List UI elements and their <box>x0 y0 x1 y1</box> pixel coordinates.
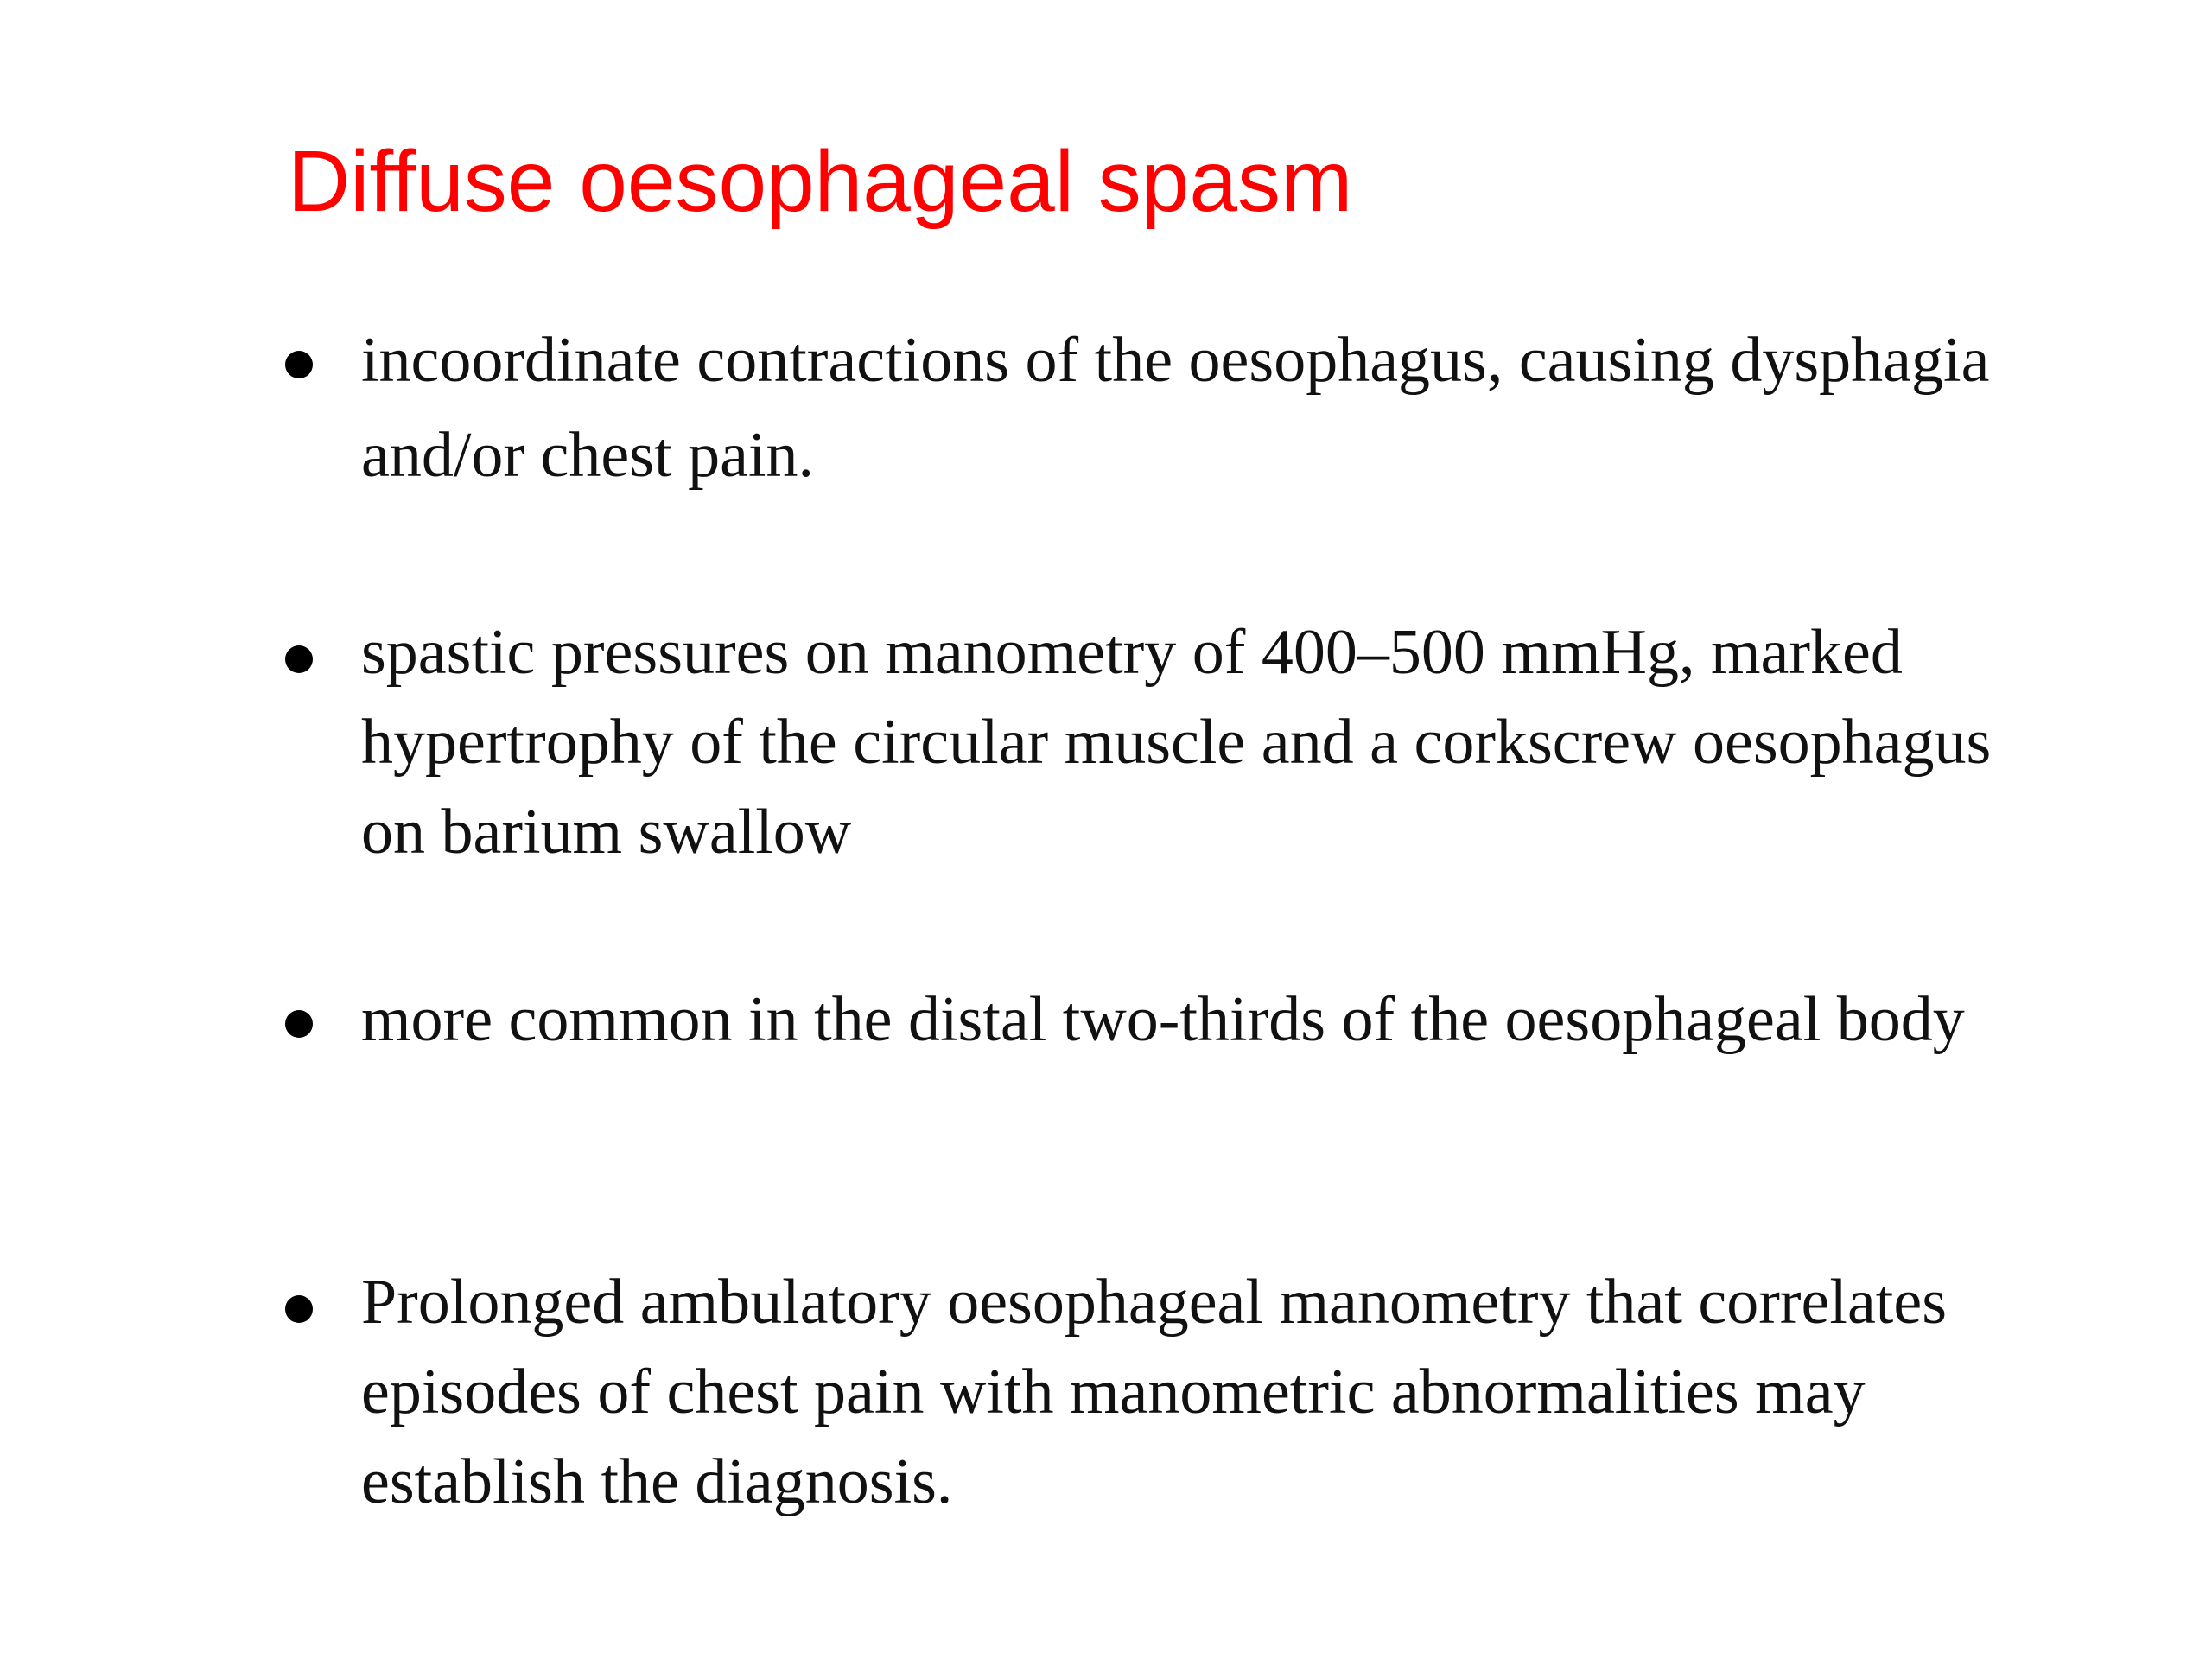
bullet-dot-icon <box>285 1295 313 1323</box>
bullet-dot-icon <box>285 351 313 378</box>
bullet-text: Prolonged ambulatory oesophageal manometry that correlates episodes of chest pain with manometric abnormalities may establish the diagnosis. <box>361 1267 1948 1517</box>
bullet-text: spastic pressures on manometry of 400–500 mmHg, marked hypertrophy of the circular muscle and a corkscrew oesophagus on barium swallow <box>361 617 1992 868</box>
bullet-text: more common in the distal two-thirds of the oesophageal body <box>361 984 1965 1055</box>
bullet-text: incoordinate contractions of the oesophagus, causing dysphagia and/or chest pain. <box>361 325 1990 491</box>
slide-title: Diffuse oesophageal spasm <box>288 133 1353 230</box>
bullet-dot-icon <box>285 645 313 673</box>
bullet-dot-icon <box>285 1010 313 1038</box>
